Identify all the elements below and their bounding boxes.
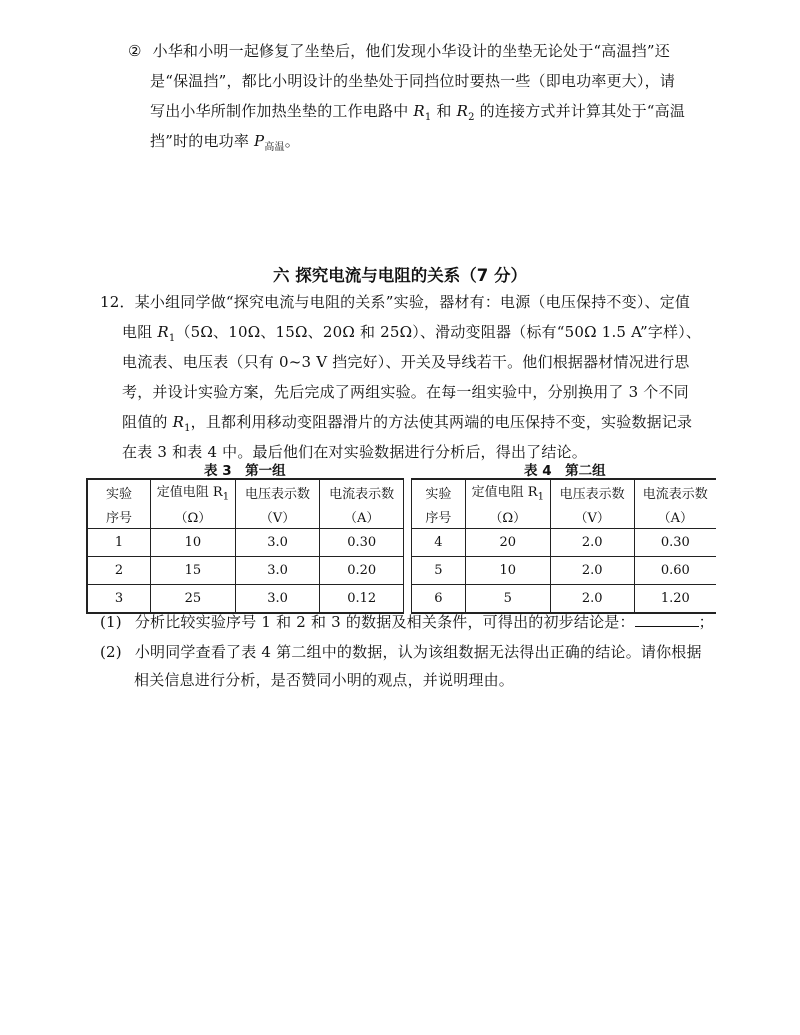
part2-text-2: 是“保温挡”，都比小明设计的坐垫处于同挡位时要热一些（即电功率更大），请 — [150, 72, 676, 90]
table3 — [86, 478, 404, 614]
table4-header-cell: 电流表示数 — [634, 479, 716, 504]
table-cell: 0.20 — [320, 557, 404, 585]
table-cell: 6 — [412, 585, 466, 614]
q12-line-6 — [122, 442, 587, 462]
r2-subscript: 2 — [468, 112, 475, 123]
table-row — [87, 585, 404, 614]
table3-header-cell: （A） — [320, 504, 404, 529]
table-row — [412, 529, 717, 557]
table4-header-cell: （A） — [634, 504, 716, 529]
q12-text-2a: 电阻 — [122, 323, 153, 341]
table-cell: 3.0 — [235, 585, 320, 614]
table3-header-cell: 定值电阻 $R_1$ — [151, 479, 236, 504]
q12-text-6: 在表 3 和表 4 中。最后他们在对实验数据进行分析后，得出了结论。 — [122, 443, 587, 461]
q12-text-4: 考，并设计实验方案，先后完成了两组实验。在每一组实验中，分别换用了 3 个不同 — [122, 383, 689, 401]
table-cell: 0.60 — [634, 557, 716, 585]
part2-line-2 — [150, 71, 675, 91]
table4-header-cell: 定值电阻 $R_1$ — [465, 479, 550, 504]
table4-header-cell: （V） — [550, 504, 634, 529]
q12-line-4 — [122, 382, 689, 402]
subq-2-text-2: 相关信息进行分析，是否赞同小明的观点，并说明理由。 — [134, 671, 515, 689]
q12-line-2 — [122, 322, 701, 349]
subq-2 — [100, 642, 702, 662]
part2-line-1 — [128, 41, 670, 61]
table-cell: 4 — [412, 529, 466, 557]
table3-caption: 表 3 第一组 — [204, 463, 286, 479]
q12-line-1 — [100, 292, 690, 312]
table-cell: 10 — [465, 557, 550, 585]
table4-header-row-2 — [412, 504, 717, 529]
table4-header-cell: （Ω） — [465, 504, 550, 529]
q12-text-3: 电流表、电压表（只有 0~3 V 挡完好）、开关及导线若干。他们根据器材情况进行思 — [122, 353, 690, 371]
table-cell: 2.0 — [550, 585, 634, 614]
section-title: 六 探究电流与电阻的关系（7 分） — [273, 266, 527, 285]
table-cell: 0.30 — [634, 529, 716, 557]
table4-header-row-1 — [412, 479, 717, 504]
table4-caption: 表 4 第二组 — [524, 463, 606, 479]
table-row — [412, 585, 717, 614]
r1-symbol: R — [413, 102, 425, 120]
subq-1-text: 分析比较实验序号 1 和 2 和 3 的数据及相关条件，可得出的初步结论是： — [134, 613, 635, 631]
table-row — [87, 529, 404, 557]
part2-line-3 — [150, 101, 685, 128]
table4-header-cell: 序号 — [412, 504, 466, 529]
table-cell: 1.20 — [634, 585, 716, 614]
and-text: 和 — [436, 102, 452, 120]
q12-text-5b: ，且都利用移动变阻器滑片的方法使其两端的电压保持不变，实验数据记录 — [190, 413, 693, 431]
table3-header-cell: 序号 — [87, 504, 151, 529]
r1-subscript: 1 — [424, 112, 432, 123]
subq-1-number: (1) — [100, 613, 122, 631]
part2-line-4 — [150, 131, 300, 158]
r2-symbol: R — [456, 102, 469, 120]
table-cell: 0.30 — [320, 529, 404, 557]
table-cell: 20 — [465, 529, 550, 557]
table3-header-cell: （Ω） — [151, 504, 236, 529]
table3-header-cell: 实验 — [87, 479, 151, 504]
q12-r-symbol-2: R — [172, 413, 185, 431]
table-cell: 10 — [151, 529, 236, 557]
table-cell: 1 — [87, 529, 151, 557]
part2-text-3: 写出小华所制作加热坐垫的工作电路中 — [150, 102, 409, 120]
table4-header-cell: 实验 — [412, 479, 466, 504]
table-cell: 2.0 — [550, 529, 634, 557]
part2-text-4: 挡”时的电功率 — [150, 132, 250, 150]
table-cell: 3 — [87, 585, 151, 614]
table3-header-cell: 电流表示数 — [320, 479, 404, 504]
table-row — [87, 557, 404, 585]
subq-1-end: ； — [698, 613, 714, 631]
table-cell: 15 — [151, 557, 236, 585]
subq-1 — [100, 612, 714, 632]
table-row — [412, 557, 717, 585]
table4-header-cell: 电压表示数 — [550, 479, 634, 504]
table-cell: 2 — [87, 557, 151, 585]
p-symbol: P — [254, 132, 265, 150]
table-cell: 0.12 — [320, 585, 404, 614]
table3-header-row-1 — [87, 479, 404, 504]
table-cell: 3.0 — [235, 557, 320, 585]
answer-blank[interactable] — [635, 612, 699, 627]
p-subscript: 高温 — [264, 142, 285, 153]
q12-line-3 — [122, 352, 690, 372]
part2-marker: ② — [128, 42, 142, 60]
table3-header-row-2 — [87, 504, 404, 529]
part2-end: 。 — [284, 132, 300, 150]
table-cell: 5 — [412, 557, 466, 585]
table-cell: 2.0 — [550, 557, 634, 585]
q12-number: 12． — [100, 293, 135, 311]
table-cell: 25 — [151, 585, 236, 614]
subq-2-number: (2) — [100, 643, 122, 661]
table4 — [411, 478, 716, 614]
table-cell: 3.0 — [235, 529, 320, 557]
q12-line-5 — [122, 412, 692, 439]
part2-text-3b: 的连接方式并计算其处于“高温 — [479, 102, 686, 120]
table3-header-cell: 电压表示数 — [235, 479, 320, 504]
table-cell: 5 — [465, 585, 550, 614]
subq-2-text-1: 小明同学查看了表 4 第二组中的数据，认为该组数据无法得出正确的结论。请你根据 — [134, 643, 702, 661]
table3-header-cell: （V） — [235, 504, 320, 529]
q12-text-5a: 阻值的 — [122, 413, 168, 431]
q12-r-symbol: R — [157, 323, 169, 341]
q12-r-subscript-2: 1 — [184, 423, 191, 434]
q12-r-subscript: 1 — [168, 333, 176, 344]
subq-2-line-2 — [134, 670, 514, 690]
q12-text-2b: （5Ω、10Ω、15Ω、20Ω 和 25Ω）、滑动变阻器（标有“50Ω 1.5 A”字样）、 — [175, 323, 702, 341]
q12-text-1: 某小组同学做“探究电流与电阻的关系”实验，器材有：电源（电压保持不变）、定值 — [134, 293, 691, 311]
part2-text-1: 小华和小明一起修复了坐垫后，他们发现小华设计的坐垫无论处于“高温挡”还 — [152, 42, 670, 60]
